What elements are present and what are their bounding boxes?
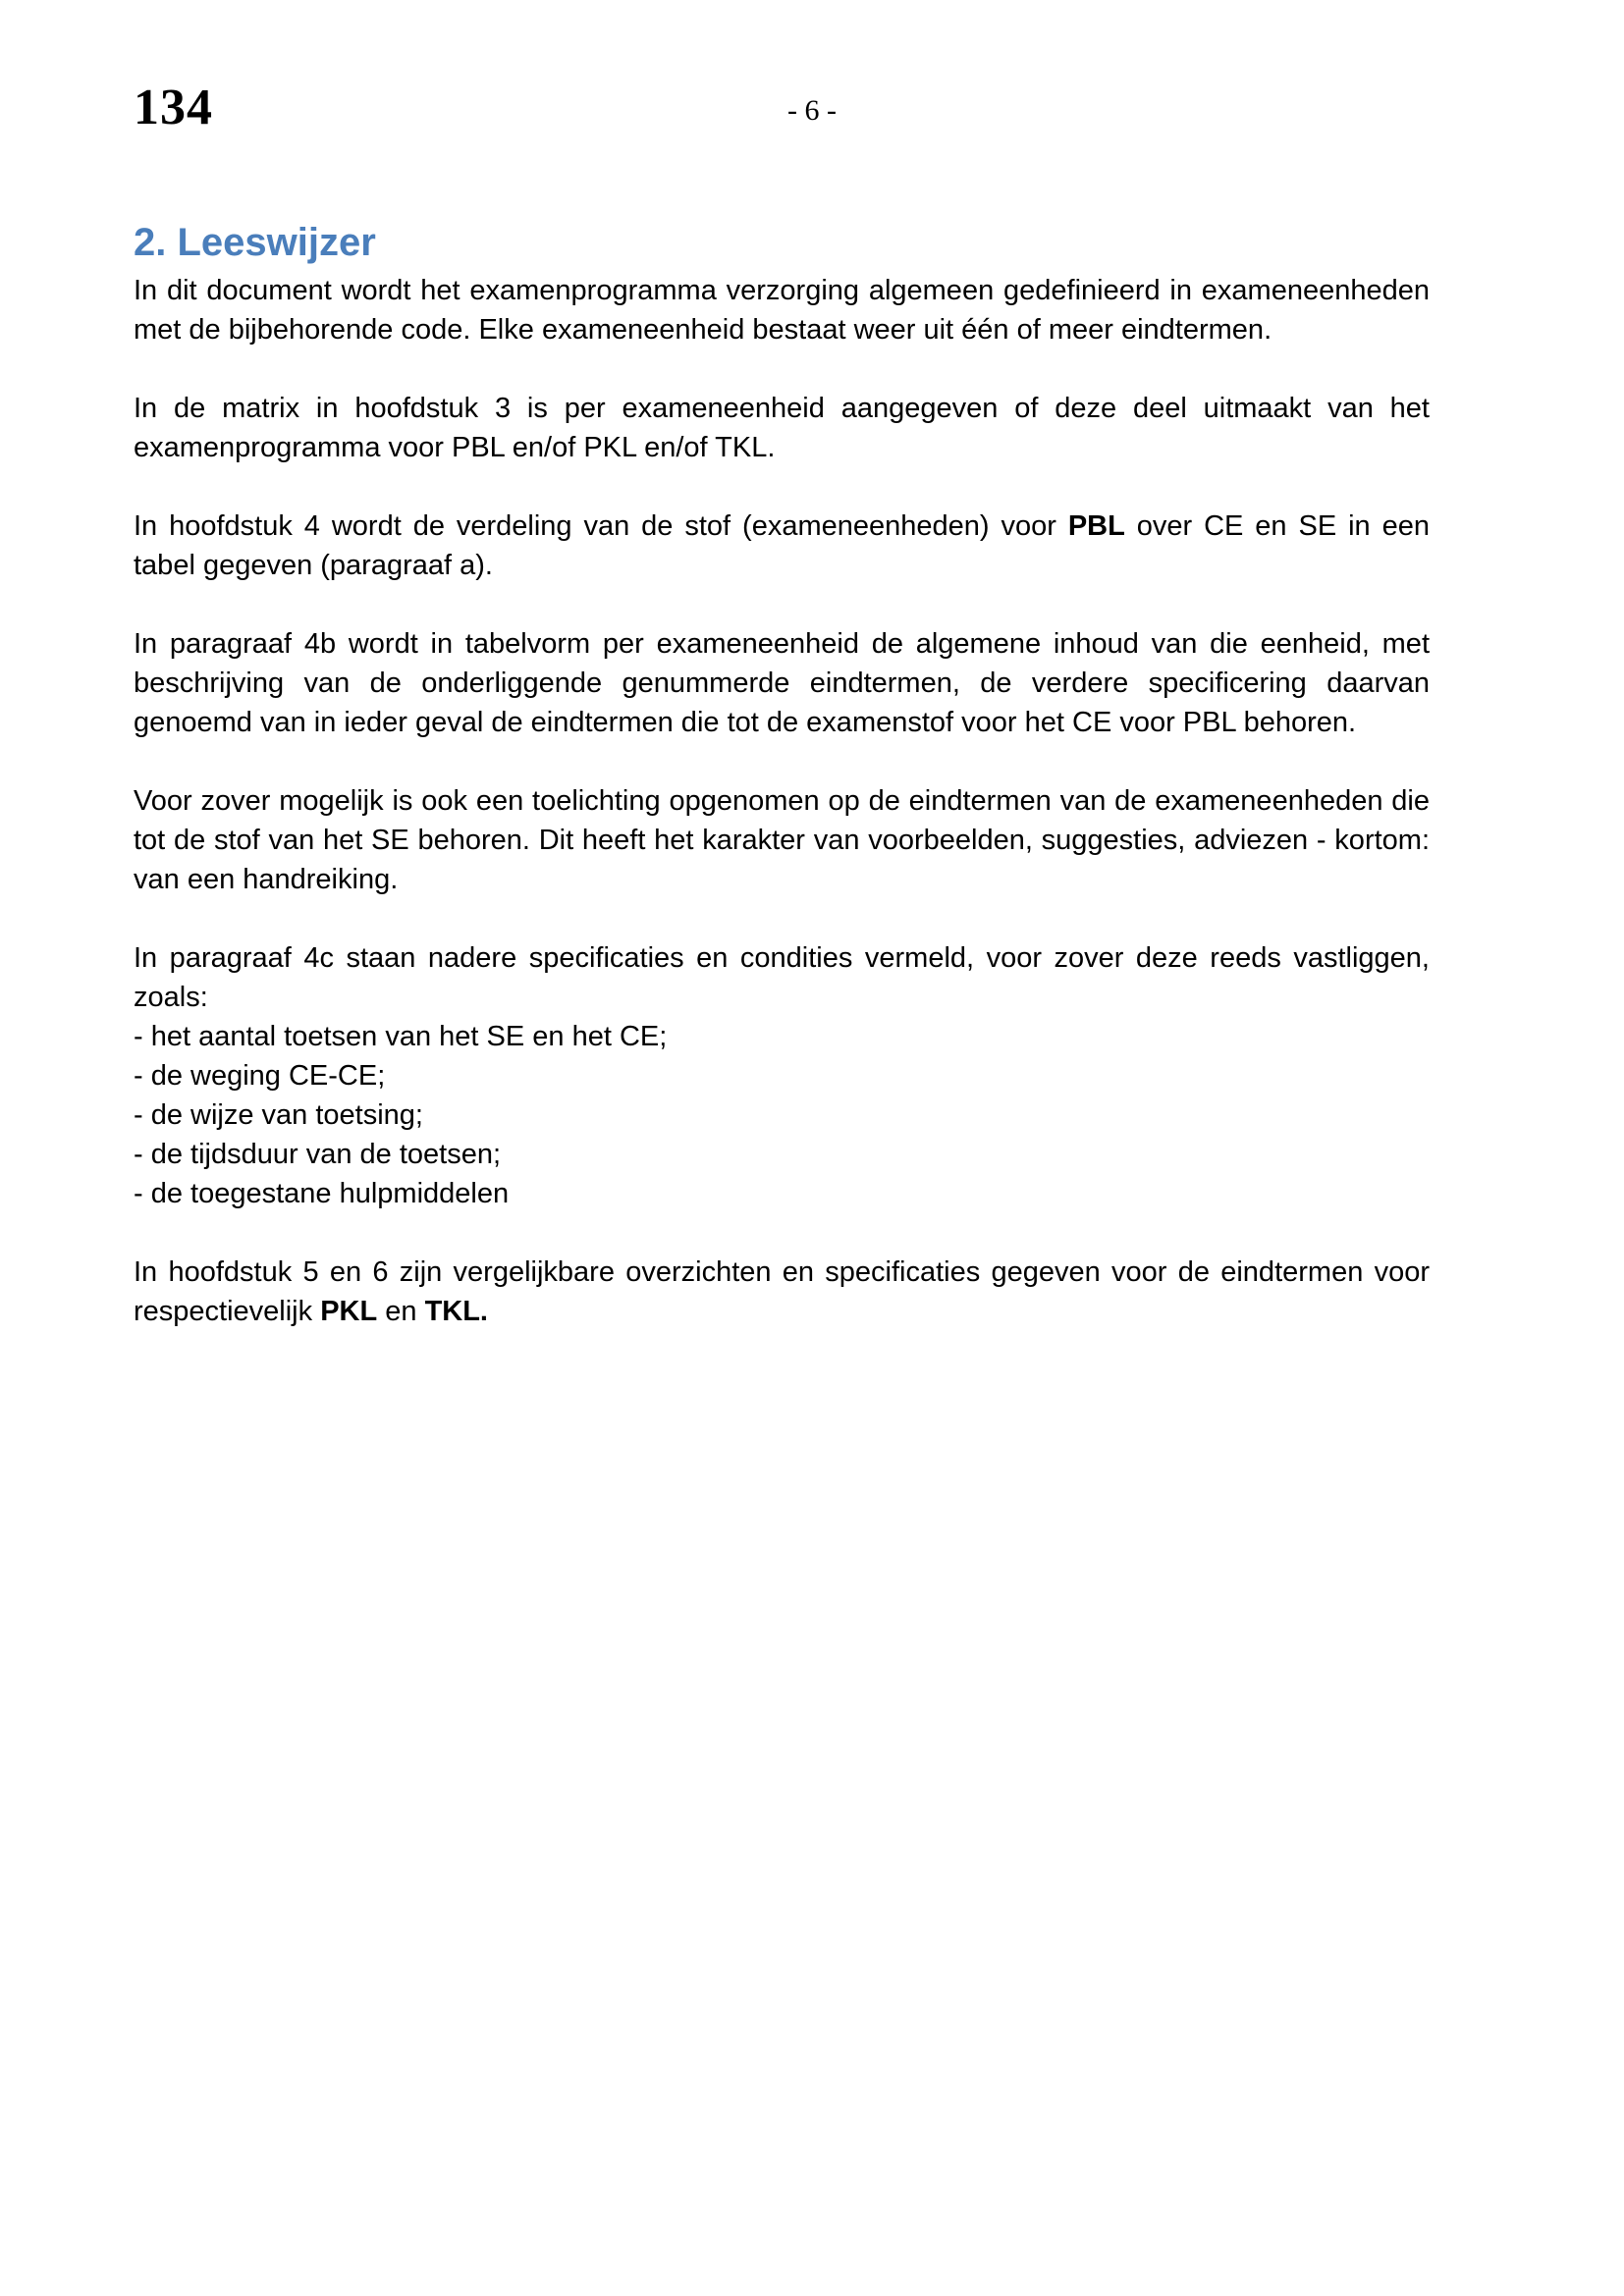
text-run: In de matrix in hoofdstuk 3 is per exameneenheid aangegeven of deze deel uitmaakt van het examenprogramma voor PBL en/of PKL en/of TKL. xyxy=(134,393,1430,463)
paragraph xyxy=(134,507,1430,585)
dash-list xyxy=(134,1017,1430,1213)
text-run: over CE en SE in een tabel gegeven (paragraaf a). xyxy=(134,510,1430,581)
text-run: In paragraaf 4b wordt in tabelvorm per exameneenheid de algemene inhoud van die eenheid, met beschrijving van de onderliggende genummerde eindtermen, de verdere specificering daarvan genoemd van in ieder geval de eindtermen die tot de examenstof voor het CE voor PBL behoren. xyxy=(134,628,1430,738)
paragraph xyxy=(134,389,1430,467)
section-heading: 2. Leeswijzer xyxy=(134,220,376,264)
corner-number: 134 xyxy=(134,80,213,135)
paragraph xyxy=(134,938,1430,1017)
text-run: Voor zover mogelijk is ook een toelichting opgenomen op de eindtermen van de exameneenheden die tot de stof van het SE behoren. Dit heeft het karakter van voorbeelden, suggesties, adviezen - kortom: van een handreiking. xyxy=(134,785,1430,895)
paragraph xyxy=(134,781,1430,899)
bold-text-run: PBL xyxy=(1067,510,1125,542)
text-run: In hoofdstuk 5 en 6 zijn vergelijkbare overzichten en specificaties gegeven voor de eindtermen voor respectievelijk xyxy=(134,1256,1430,1327)
paragraph xyxy=(134,624,1430,742)
list-item: - de weging CE-CE; xyxy=(134,1060,386,1092)
text-run: In paragraaf 4c staan nadere specificaties en condities vermeld, voor zover deze reeds vastliggen, zoals: xyxy=(134,942,1430,1013)
list-item: - het aantal toetsen van het SE en het CE; xyxy=(134,1021,668,1052)
text-run: In dit document wordt het examenprogramma verzorging algemeen gedefinieerd in exameneenheden met de bijbehorende code. Elke exameneenheid bestaat weer uit één of meer eindtermen. xyxy=(134,275,1430,346)
bold-text-run: PKL xyxy=(320,1296,378,1327)
list-item: - de toegestane hulpmiddelen xyxy=(134,1178,510,1209)
list-item: - de wijze van toetsing; xyxy=(134,1099,423,1131)
text-run: en xyxy=(377,1296,425,1327)
bold-text-run: TKL. xyxy=(424,1296,488,1327)
paragraph xyxy=(134,271,1430,349)
page-number: - 6 - xyxy=(787,94,837,127)
paragraph xyxy=(134,1253,1430,1331)
document-body xyxy=(134,271,1430,1370)
text-run: In hoofdstuk 4 wordt de verdeling van de stof (exameneenheden) voor xyxy=(134,510,1068,542)
list-item: - de tijdsduur van de toetsen; xyxy=(134,1139,502,1170)
